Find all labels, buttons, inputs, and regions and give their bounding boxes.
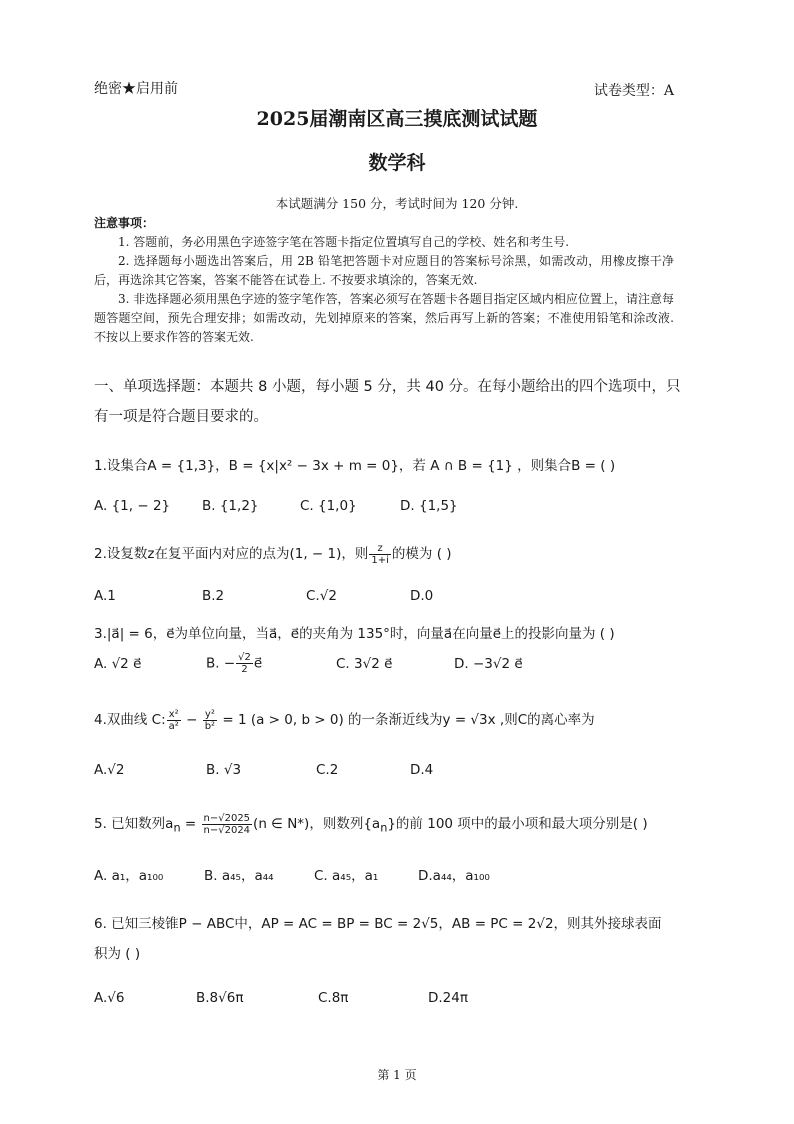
question-2-stem (94, 542, 452, 566)
q3-option-b-den: 2 (241, 664, 248, 675)
q5-frac-num: n−√2025 (203, 812, 251, 824)
page-number: 第 1 页 (377, 1068, 417, 1082)
q1-option-b: B. {1,2} (202, 498, 259, 514)
q4-frac-x-num: x² (167, 709, 181, 721)
q5-option-b: B. a₄₅，a₄₄ (204, 868, 274, 884)
q2-option-b: B.2 (202, 588, 225, 604)
q3-option-b-fraction (236, 652, 253, 675)
q2-fraction (369, 543, 391, 566)
q4-frac-y-den: b² (204, 720, 216, 732)
question-1-stem: 1.设集合A = {1,3}，B = {x|x² − 3x + m = 0}，若 A ∩ B = {1} ，则集合B = ( ) (94, 458, 616, 474)
q3-option-b (206, 652, 262, 675)
q4-option-c: C.2 (316, 762, 339, 778)
notice-item-2: 2. 选择题每小题选出答案后，用 2B 铅笔把答题卡对应题目的答案标号涂黑，如需改动，用橡皮擦干净后，再选涂其它答案，答案不能答在试卷上. 不按要求填涂的，答案无效. (94, 254, 674, 287)
q5-sub-n-2: n (380, 821, 388, 835)
question-6-stem-line1: 6. 已知三棱锥P − ABC中，AP = AC = BP = BC = 2√5，AB = PC = 2√2，则其外接球表面 (94, 916, 662, 932)
q5-stem-end: }的前 100 项中的最小项和最大项分别是( ) (387, 816, 648, 832)
q2-frac-num: z (369, 543, 391, 555)
notice-heading: 注意事项： (94, 216, 155, 230)
confidential-label: 绝密★启用前 (94, 81, 178, 97)
q5-frac-den: n−√2024 (203, 824, 251, 836)
q4-fraction-x (167, 709, 181, 732)
q2-stem-after: 的模为 ( ) (391, 546, 452, 562)
q4-option-a: A.√2 (94, 762, 125, 778)
exam-subject: 数学科 (368, 152, 426, 174)
exam-title: 2025届潮南区高三摸底测试试题 (256, 108, 538, 130)
q4-fraction-y (203, 709, 217, 732)
q2-option-d: D.0 (410, 588, 434, 604)
q5-option-a: A. a₁，a₁₀₀ (94, 868, 164, 884)
q5-option-d: D.a₄₄，a₁₀₀ (418, 868, 490, 884)
section-1-instructions: 一、单项选择题：本题共 8 小题，每小题 5 分，共 40 分。在每小题给出的四个选项中，只有一项是符合题目要求的。 (94, 379, 681, 425)
q3-option-c: C. 3√2 e⃗ (336, 656, 393, 672)
q2-frac-den: 1+i (371, 554, 389, 566)
question-6-stem-line2: 积为 ( ) (94, 946, 141, 962)
q2-option-a: A.1 (94, 588, 116, 604)
q3-option-d: D. −3√2 e⃗ (454, 656, 523, 672)
q1-option-c: C. {1,0} (300, 498, 357, 514)
q3-option-b-label: B. − (206, 655, 236, 672)
notice-block (94, 214, 674, 347)
q3-option-a: A. √2 e⃗ (94, 656, 142, 672)
q5-sub-n: n (173, 821, 181, 835)
q4-option-b: B. √3 (206, 762, 242, 778)
question-5-stem (94, 812, 648, 836)
q3-option-b-vec: e⃗ (253, 655, 263, 672)
q5-equals: = (180, 816, 201, 832)
score-time-info: 本试题满分 150 分，考试时间为 120 分钟. (275, 196, 519, 211)
q4-frac-y-num: y² (203, 709, 217, 721)
q4-frac-x-den: a² (168, 720, 179, 732)
q2-stem-before: 2.设复数z在复平面内对应的点为(1, − 1)，则 (94, 546, 369, 562)
q6-option-d: D.24π (428, 990, 468, 1006)
q6-option-c: C.8π (318, 990, 349, 1006)
q4-stem-before: 4.双曲线 C: (94, 712, 166, 728)
paper-type-label: 试卷类型：A (593, 83, 674, 99)
question-3-stem: 3.|a⃗| = 6，e⃗为单位向量，当a⃗，e⃗的夹角为 135°时，向量a⃗在向量e⃗上的投影向量为 ( ) (94, 626, 615, 642)
q2-option-c: C.√2 (306, 588, 337, 604)
q5-stem-after: (n ∈ N*)，则数列{a (253, 816, 381, 832)
q3-option-b-num: √2 (238, 652, 251, 663)
notice-item-3: 3. 非选择题必须用黑色字迹的签字笔作答，答案必须写在答题卡各题目指定区域内相应位置上，请注意每题答题空间，预先合理安排；如需改动，先划掉原来的答案，然后再写上新的答案；不准使用铅笔和涂改液. 不按以上要求作答的答案无效. (94, 292, 674, 344)
q1-option-d: D. {1,5} (400, 498, 458, 514)
q4-option-d: D.4 (410, 762, 434, 778)
q6-option-b: B.8√6π (196, 990, 244, 1006)
q1-option-a: A. {1, − 2} (94, 498, 171, 514)
notice-item-1: 1. 答题前，务必用黑色字迹签字笔在答题卡指定位置填写自己的学校、姓名和考生号. (118, 235, 570, 249)
q4-minus: − (181, 712, 202, 728)
q4-stem-after: = 1 (a > 0, b > 0) 的一条渐近线为y = √3x ,则C的离心率为 (218, 712, 595, 728)
question-4-stem (94, 708, 595, 732)
q5-stem-before: 5. 已知数列a (94, 816, 174, 832)
q5-option-c: C. a₄₅，a₁ (314, 868, 379, 884)
q5-fraction (202, 813, 253, 836)
q6-option-a: A.√6 (94, 990, 125, 1006)
